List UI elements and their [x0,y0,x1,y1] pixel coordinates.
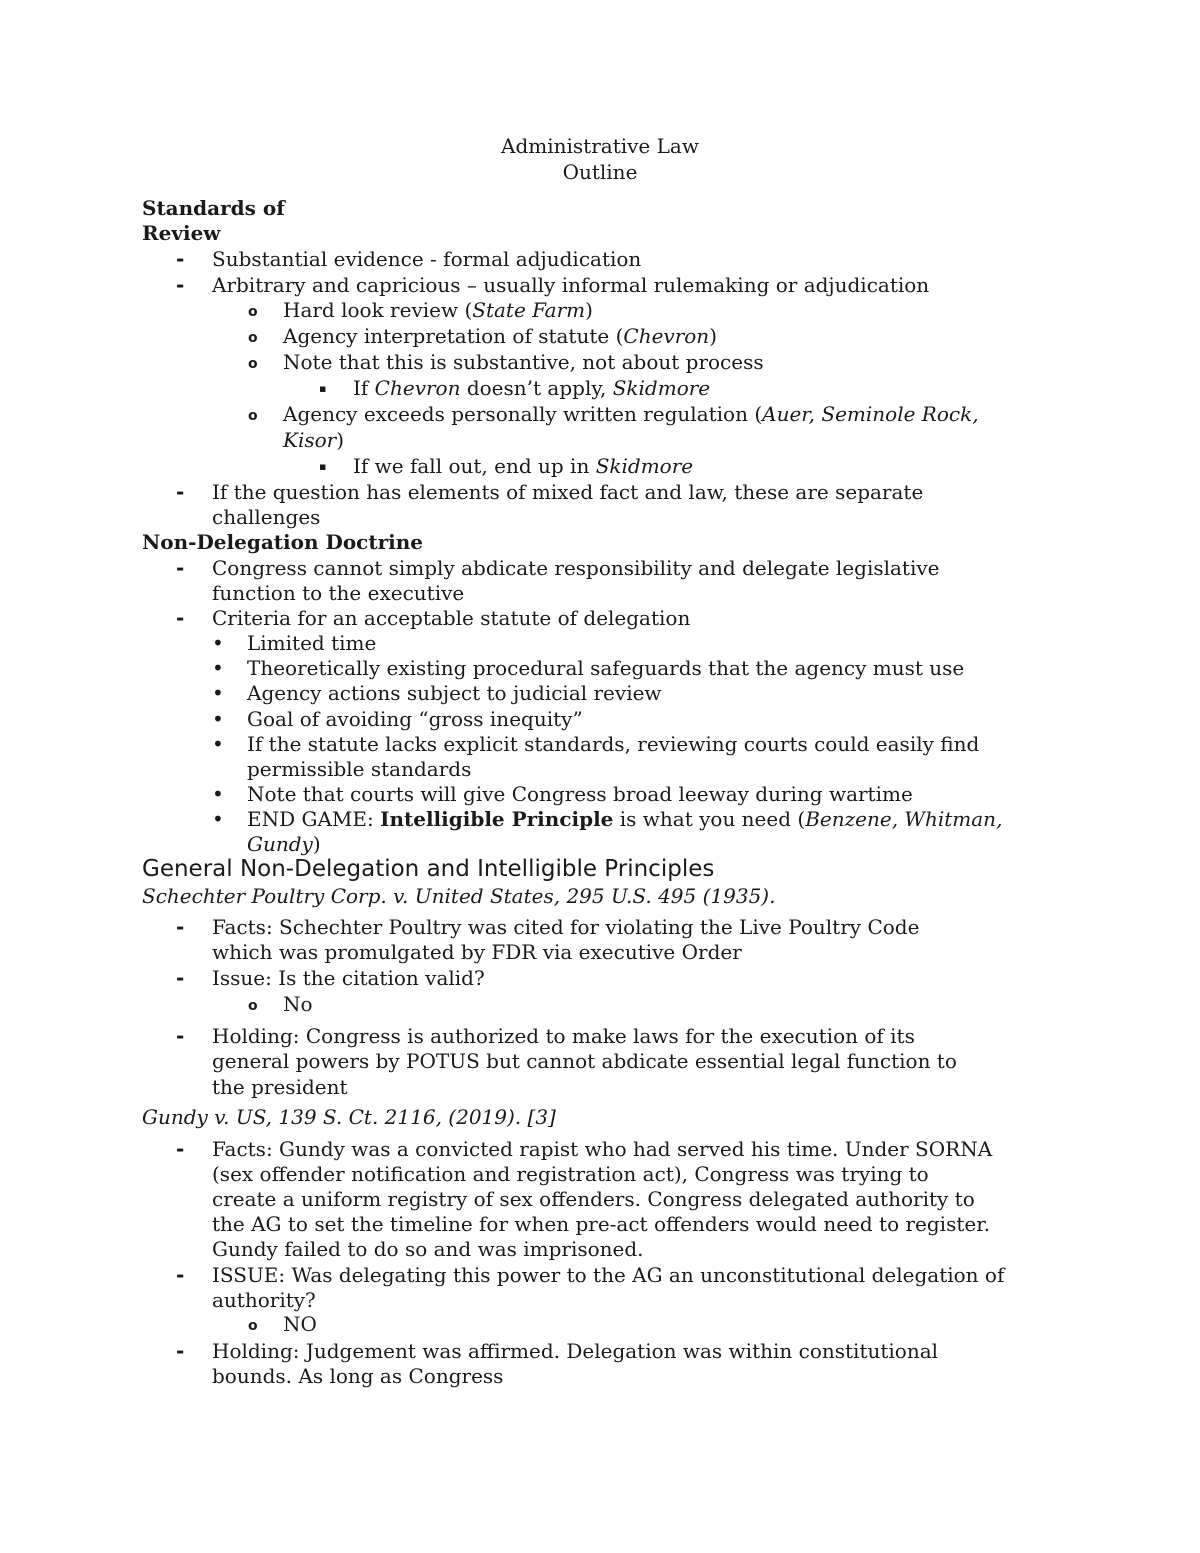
dash-bullet: - [176,1339,185,1363]
list-item: Agency exceeds personally written regulation (Auer, Seminole Rock, [283,402,979,426]
list-item-continuation: the AG to set the timeline for when pre-act offenders would need to register. [212,1212,990,1236]
circle-bullet: o [248,408,258,424]
list-item: Arbitrary and capricious – usually informal rulemaking or adjudication [212,273,930,297]
section-heading-general: General Non-Delegation and Intelligible Principles [142,856,715,882]
square-bullet: ▪ [319,382,327,395]
list-item: If we fall out, end up in Skidmore [353,454,694,478]
dash-bullet: - [176,966,185,990]
list-item: ISSUE: Was delegating this power to the AG an unconstitutional delegation of [212,1263,1005,1287]
dash-bullet: - [176,480,185,504]
circle-bullet: o [248,1318,258,1334]
list-item: Agency interpretation of statute (Chevron) [283,324,718,348]
list-item: Holding: Congress is authorized to make laws for the execution of its [212,1024,915,1048]
dash-bullet: - [176,915,185,939]
list-item-continuation: Kisor) [283,428,345,452]
section-heading-nondelegation: Non-Delegation Doctrine [142,530,423,554]
list-item: Note that courts will give Congress broad leeway during wartime [247,782,913,806]
case-citation: Gundy v. US, 139 S. Ct. 2116, (2019). [3] [142,1105,556,1129]
dot-bullet: • [212,631,224,655]
list-item-continuation: Gundy) [247,832,321,856]
circle-bullet: o [248,998,258,1014]
list-item-continuation: which was promulgated by FDR via executive Order [212,940,742,964]
dash-bullet: - [176,273,185,297]
dash-bullet: - [176,1024,185,1048]
list-item: Agency actions subject to judicial review [247,681,662,705]
section-heading-standards: Standards of [142,196,285,220]
list-item-continuation: general powers by POTUS but cannot abdicate essential legal function to [212,1049,957,1073]
dot-bullet: • [212,807,224,831]
list-item: If the question has elements of mixed fact and law, these are separate [212,480,924,504]
list-item-continuation: function to the executive [212,581,465,605]
dot-bullet: • [212,782,224,806]
list-item: If Chevron doesn’t apply, Skidmore [353,376,711,400]
list-item-continuation: the president [212,1075,348,1099]
list-item: Theoretically existing procedural safeguards that the agency must use [247,656,965,680]
document-subtitle: Outline [562,160,638,184]
dot-bullet: • [212,732,224,756]
list-item: If the statute lacks explicit standards, reviewing courts could easily find [247,732,980,756]
list-item: END GAME: Intelligible Principle is what you need (Benzene, Whitman, [247,807,1003,831]
list-item: Holding: Judgement was affirmed. Delegation was within constitutional [212,1339,939,1363]
dot-bullet: • [212,656,224,680]
list-item: Hard look review (State Farm) [283,298,593,322]
list-item: Facts: Schechter Poultry was cited for violating the Live Poultry Code [212,915,920,939]
circle-bullet: o [248,356,258,372]
dot-bullet: • [212,707,224,731]
square-bullet: ▪ [319,460,327,473]
dash-bullet: - [176,556,185,580]
circle-bullet: o [248,304,258,320]
circle-bullet: o [248,330,258,346]
list-item: Limited time [247,631,377,655]
list-item-continuation: Gundy failed to do so and was imprisoned. [212,1237,644,1261]
dash-bullet: - [176,1263,185,1287]
section-heading-standards-line2: Review [142,221,221,245]
list-item-continuation: (sex offender notification and registration act), Congress was trying to [212,1162,929,1186]
list-item: Congress cannot simply abdicate responsibility and delegate legislative [212,556,940,580]
list-item-continuation: bounds. As long as Congress [212,1364,504,1388]
list-item-continuation: permissible standards [247,757,472,781]
list-item: No [283,992,313,1016]
case-citation: Schechter Poultry Corp. v. United States, 295 U.S. 495 (1935). [142,884,776,908]
dash-bullet: - [176,606,185,630]
list-item: Criteria for an acceptable statute of delegation [212,606,691,630]
dot-bullet: • [212,681,224,705]
list-item: Issue: Is the citation valid? [212,966,485,990]
list-item: Goal of avoiding “gross inequity” [247,707,583,731]
document-title: Administrative Law [501,134,699,158]
dash-bullet: - [176,247,185,271]
dash-bullet: - [176,1137,185,1161]
list-item: Substantial evidence - formal adjudication [212,247,642,271]
list-item-continuation: create a uniform registry of sex offenders. Congress delegated authority to [212,1187,975,1211]
list-item-continuation: authority? [212,1288,316,1312]
list-item: NO [283,1312,317,1336]
list-item: Note that this is substantive, not about process [283,350,764,374]
list-item-continuation: challenges [212,505,321,529]
list-item: Facts: Gundy was a convicted rapist who had served his time. Under SORNA [212,1137,993,1161]
